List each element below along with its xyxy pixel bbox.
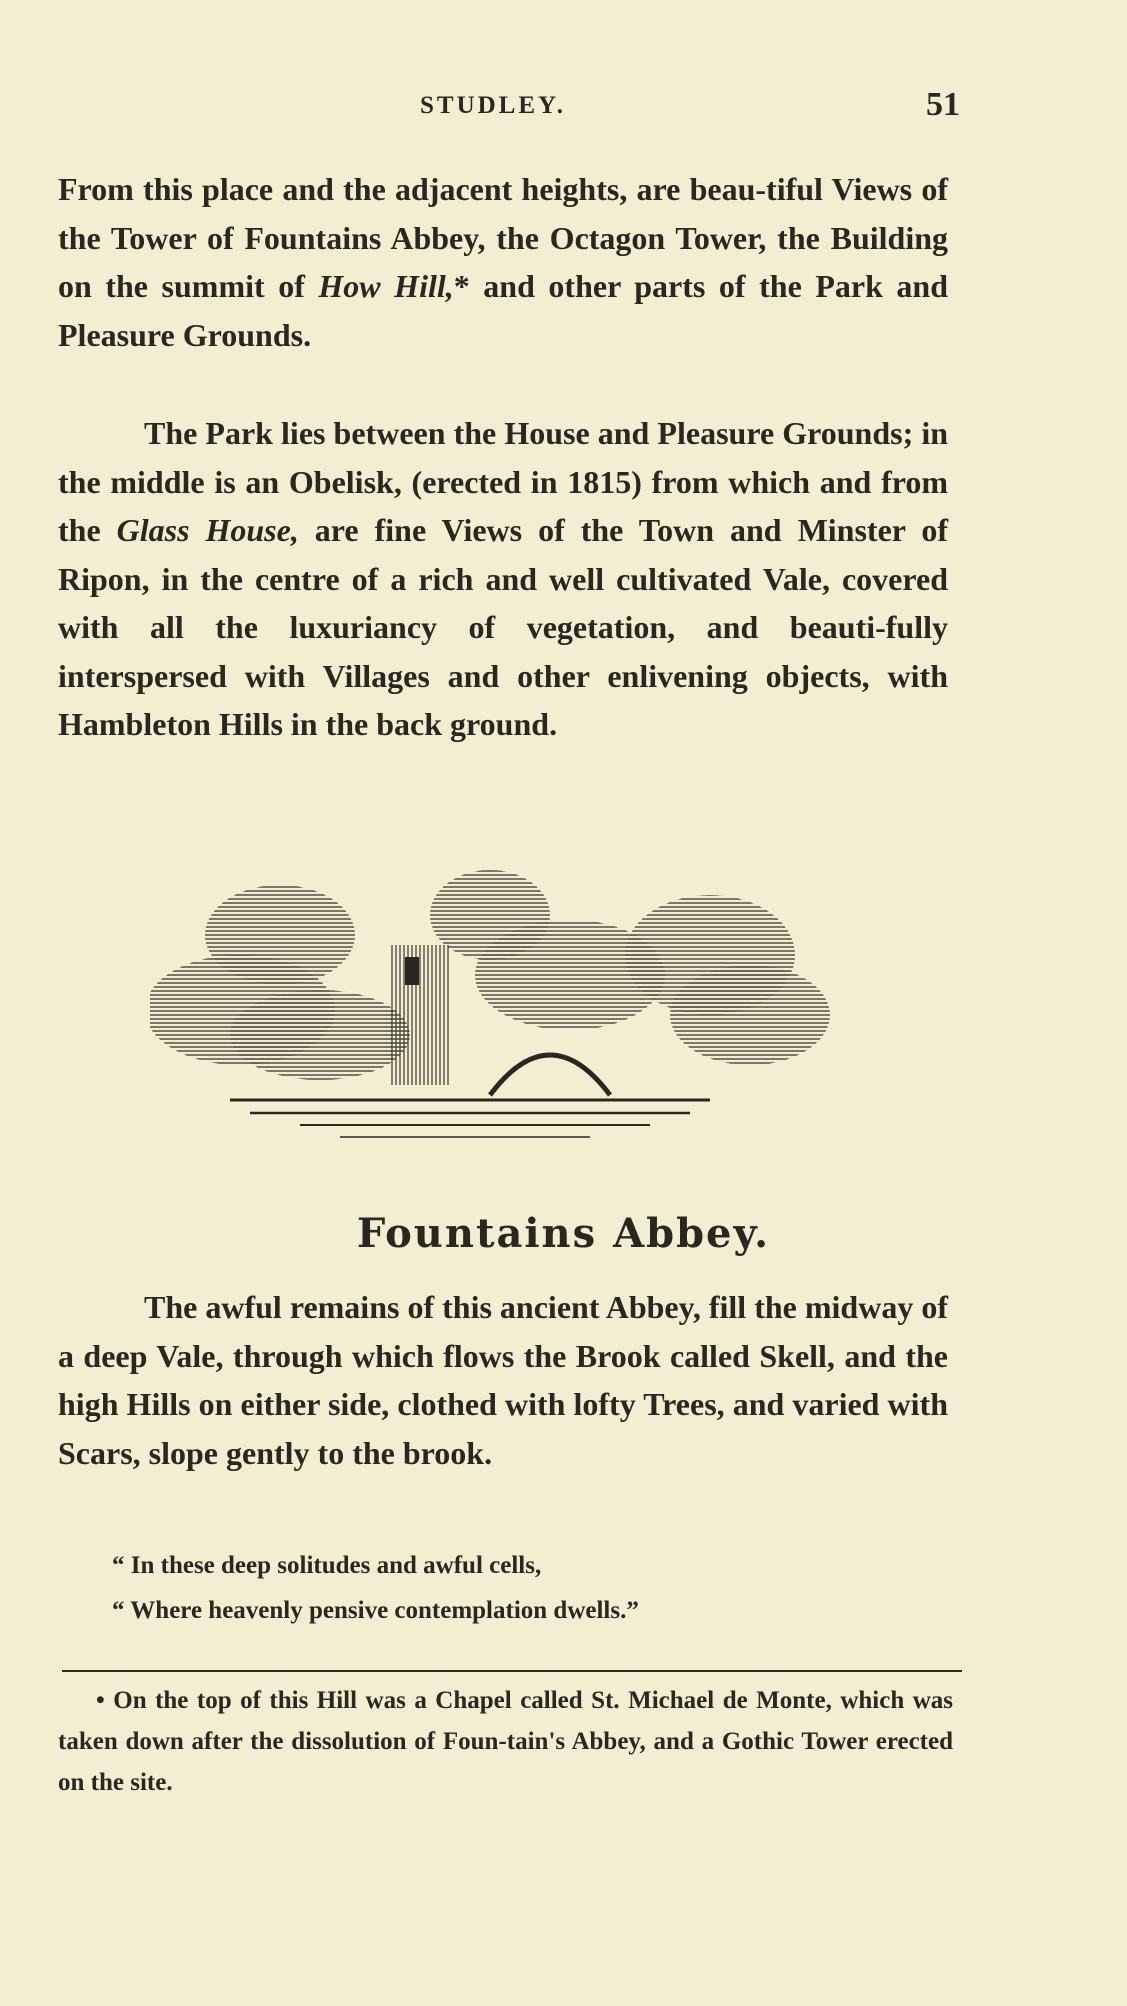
paragraph-text: and other parts of the Park and Pleasure Grounds. bbox=[58, 268, 949, 353]
paragraph-text: From this place and the adjacent heights, are beau-tiful Views of the Tower of Fountains Abbey, the Octagon Tower, the Building on the summit of bbox=[58, 171, 948, 304]
page-header bbox=[60, 86, 960, 132]
italic-place-name: How Hill, bbox=[318, 268, 454, 304]
footnote-divider bbox=[62, 1670, 962, 1672]
footnote-reference: * bbox=[453, 268, 470, 304]
paragraph-abbey: The awful remains of this ancient Abbey, fill the midway of a deep Vale, through which flows the Brook called Skell, and the high Hills on either side, clothed with lofty Trees, and varied with Scars, slope gently to the brook. bbox=[58, 1289, 948, 1471]
running-head: STUDLEY. bbox=[420, 92, 567, 119]
paragraph-text: The Park lies between the House and Pleasure Grounds; in the middle is an Obelisk, (erected in 1815) from which and from the bbox=[58, 415, 948, 548]
paragraph-views bbox=[58, 165, 948, 359]
verse-line-2: “ Where heavenly pensive contemplation dwells.” bbox=[112, 1597, 639, 1624]
illustration-caption: Fountains Abbey. bbox=[356, 1210, 771, 1257]
paragraph-park bbox=[58, 409, 948, 749]
page-number: 51 bbox=[926, 86, 960, 123]
paragraph-text: are fine Views of the Town and Minster of Ripon, in the centre of a rich and well cultivated Vale, covered with all the luxuriancy of vegetation, and beauti-fully interspersed with Villages and other enlivening objects, with Hambleton Hills in the back ground. bbox=[58, 512, 949, 742]
verse-line-1: “ In these deep solitudes and awful cells, bbox=[112, 1552, 542, 1579]
italic-place-name: Glass House, bbox=[116, 512, 299, 548]
abbey-engraving bbox=[150, 845, 860, 1225]
footnote bbox=[58, 1680, 953, 1803]
footnote-marker: • bbox=[96, 1687, 105, 1714]
footnote-text: On the top of this Hill was a Chapel called St. Michael de Monte, which was taken down after the dissolution of Foun-tain's Abbey, and a Gothic Tower erected on the site. bbox=[58, 1687, 953, 1796]
